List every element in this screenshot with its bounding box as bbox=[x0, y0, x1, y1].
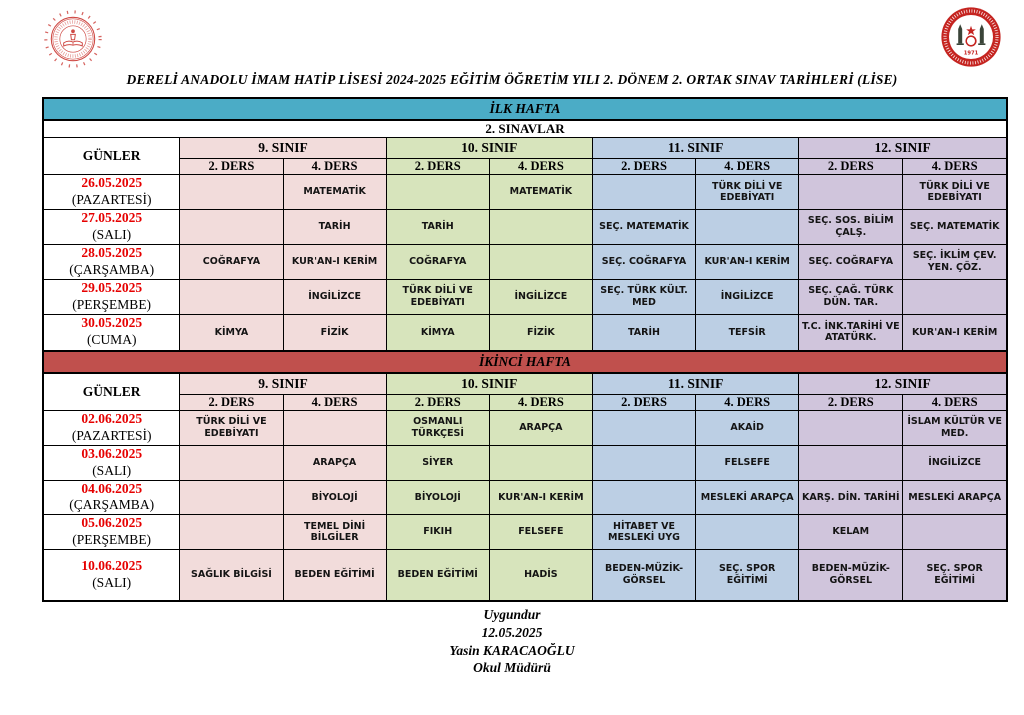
subject-cell: KARŞ. DİN. TARİHİ bbox=[799, 480, 903, 515]
exam-date: 28.05.2025 bbox=[81, 244, 143, 260]
grade10-header: 10. SINIF bbox=[386, 373, 592, 395]
schedule-row bbox=[43, 445, 1007, 480]
meb-logo-icon bbox=[34, 8, 112, 70]
subject-cell: İNGİLİZCE bbox=[696, 279, 799, 314]
exam-date: 02.06.2025 bbox=[81, 411, 143, 426]
subject-cell: T.C. İNK.TARİHİ VE ATATÜRK. bbox=[799, 314, 903, 351]
subject-cell: SEÇ. TÜRK KÜLT. MED bbox=[592, 279, 695, 314]
date-cell bbox=[43, 210, 180, 245]
exam-day: (SALI) bbox=[92, 226, 132, 242]
subject-cell: TÜRK DİLİ VE EDEBİYATI bbox=[696, 175, 799, 210]
subject-cell: SEÇ. ÇAĞ. TÜRK DÜN. TAR. bbox=[799, 279, 903, 314]
grade9-header: 9. SINIF bbox=[180, 373, 386, 395]
subject-cell: KELAM bbox=[799, 515, 903, 550]
subject-cell: FİZİK bbox=[283, 314, 386, 351]
week1-header-group bbox=[43, 98, 1007, 175]
week2-class-header-row bbox=[43, 373, 1007, 395]
subject-cell bbox=[180, 515, 283, 550]
subject-cell: BİYOLOJİ bbox=[283, 480, 386, 515]
subject-cell bbox=[283, 411, 386, 446]
date-cell bbox=[43, 445, 180, 480]
date-cell bbox=[43, 480, 180, 515]
grade12-header: 12. SINIF bbox=[799, 138, 1007, 159]
exam-day: (SALI) bbox=[92, 462, 132, 478]
subject-cell bbox=[592, 411, 695, 446]
exam-date: 05.06.2025 bbox=[81, 515, 143, 531]
subject-cell: SEÇ. İKLİM ÇEV. YEN. ÇÖZ. bbox=[903, 244, 1007, 279]
subject-cell: HİTABET VE MESLEKİ UYG bbox=[592, 515, 695, 550]
subject-cell: MESLEKİ ARAPÇA bbox=[696, 480, 799, 515]
subject-cell: KİMYA bbox=[180, 314, 283, 351]
exam-schedule-table bbox=[42, 97, 1008, 602]
subject-cell bbox=[903, 279, 1007, 314]
subject-cell bbox=[592, 175, 695, 210]
subject-cell: SEÇ. COĞRAFYA bbox=[799, 244, 903, 279]
subject-cell: FIKIH bbox=[386, 515, 489, 550]
date-cell bbox=[43, 244, 180, 279]
week2-period-header-row bbox=[43, 395, 1007, 411]
subject-cell: KUR'AN-I KERİM bbox=[696, 244, 799, 279]
subject-cell: FELSEFE bbox=[489, 515, 592, 550]
subject-cell: TARİH bbox=[386, 210, 489, 245]
period-header: 2. DERS bbox=[592, 395, 695, 411]
period-header: 2. DERS bbox=[180, 395, 283, 411]
subject-cell: BİYOLOJİ bbox=[386, 480, 489, 515]
days-header: GÜNLER bbox=[43, 373, 180, 411]
week1-subtitle-row bbox=[43, 120, 1007, 138]
subject-cell: BEDEN-MÜZİK-GÖRSEL bbox=[592, 550, 695, 601]
subject-cell: SEÇ. SPOR EĞİTİMİ bbox=[903, 550, 1007, 601]
schedule-row bbox=[43, 411, 1007, 446]
subject-cell: COĞRAFYA bbox=[386, 244, 489, 279]
week2-header-group bbox=[43, 351, 1007, 411]
exam-date: 10.06.2025 bbox=[81, 557, 143, 573]
exam-date: 03.06.2025 bbox=[81, 445, 143, 461]
subject-cell: HADİS bbox=[489, 550, 592, 601]
subject-cell bbox=[180, 445, 283, 480]
grade10-header: 10. SINIF bbox=[386, 138, 592, 159]
week1-rows bbox=[43, 175, 1007, 352]
grade11-header: 11. SINIF bbox=[592, 373, 798, 395]
subject-cell: KUR'AN-I KERİM bbox=[489, 480, 592, 515]
subject-cell: SİYER bbox=[386, 445, 489, 480]
week1-period-header-row bbox=[43, 159, 1007, 175]
week1-subtitle: 2. SINAVLAR bbox=[43, 120, 1007, 138]
week2-banner-row bbox=[43, 351, 1007, 373]
subject-cell: TARİH bbox=[283, 210, 386, 245]
week1-banner: İLK HAFTA bbox=[43, 98, 1007, 120]
schedule-row bbox=[43, 550, 1007, 601]
date-cell bbox=[43, 515, 180, 550]
exam-day: (ÇARŞAMBA) bbox=[69, 497, 155, 513]
schedule-row bbox=[43, 279, 1007, 314]
subject-cell: FELSEFE bbox=[696, 445, 799, 480]
exam-day: (PAZARTESİ) bbox=[71, 192, 152, 207]
subject-cell: SEÇ. SPOR EĞİTİMİ bbox=[696, 550, 799, 601]
period-header: 2. DERS bbox=[386, 395, 489, 411]
principal-name: Yasin KARACAOĞLU bbox=[449, 642, 575, 658]
subject-cell: TÜRK DİLİ VE EDEBİYATI bbox=[903, 175, 1007, 210]
subject-cell: İNGİLİZCE bbox=[283, 279, 386, 314]
subject-cell: BEDEN-MÜZİK-GÖRSEL bbox=[799, 550, 903, 601]
period-header: 2. DERS bbox=[592, 159, 695, 175]
date-cell bbox=[43, 314, 180, 351]
subject-cell: İSLAM KÜLTÜR VE MED. bbox=[903, 411, 1007, 446]
subject-cell bbox=[489, 244, 592, 279]
school-logo-icon bbox=[932, 5, 1010, 69]
exam-date: 04.06.2025 bbox=[81, 480, 143, 496]
exam-date: 26.05.2025 bbox=[81, 175, 143, 191]
subject-cell bbox=[696, 515, 799, 550]
period-header: 4. DERS bbox=[283, 159, 386, 175]
school-logo-year: 1971 bbox=[963, 50, 979, 57]
subject-cell: AKAİD bbox=[696, 411, 799, 446]
subject-cell bbox=[180, 175, 283, 210]
week2-banner: İKİNCİ HAFTA bbox=[43, 351, 1007, 373]
grade11-header: 11. SINIF bbox=[592, 138, 798, 159]
grade9-header: 9. SINIF bbox=[180, 138, 386, 159]
subject-cell: ARAPÇA bbox=[283, 445, 386, 480]
exam-date: 30.05.2025 bbox=[81, 315, 143, 331]
period-header: 4. DERS bbox=[903, 395, 1007, 411]
exam-day: (PAZARTESİ) bbox=[71, 427, 152, 443]
period-header: 4. DERS bbox=[489, 395, 592, 411]
subject-cell bbox=[696, 210, 799, 245]
subject-cell: MATEMATİK bbox=[283, 175, 386, 210]
subject-cell: TÜRK DİLİ VE EDEBİYATI bbox=[386, 279, 489, 314]
subject-cell bbox=[180, 210, 283, 245]
days-header: GÜNLER bbox=[43, 138, 180, 175]
period-header: 4. DERS bbox=[696, 159, 799, 175]
subject-cell bbox=[489, 445, 592, 480]
period-header: 4. DERS bbox=[489, 159, 592, 175]
school-logo bbox=[932, 5, 1010, 69]
week1-banner-row bbox=[43, 98, 1007, 120]
subject-cell: SEÇ. MATEMATİK bbox=[592, 210, 695, 245]
schedule-row bbox=[43, 210, 1007, 245]
subject-cell: COĞRAFYA bbox=[180, 244, 283, 279]
schedule-row bbox=[43, 480, 1007, 515]
period-header: 4. DERS bbox=[903, 159, 1007, 175]
period-header: 4. DERS bbox=[283, 395, 386, 411]
period-header: 2. DERS bbox=[180, 159, 283, 175]
subject-cell: TÜRK DİLİ VE EDEBİYATI bbox=[180, 411, 283, 446]
subject-cell: SEÇ. MATEMATİK bbox=[903, 210, 1007, 245]
subject-cell: MESLEKİ ARAPÇA bbox=[903, 480, 1007, 515]
subject-cell bbox=[592, 480, 695, 515]
subject-cell: OSMANLI TÜRKÇESİ bbox=[386, 411, 489, 446]
exam-schedule bbox=[42, 97, 1008, 602]
exam-day: (CUMA) bbox=[86, 332, 137, 348]
subject-cell: FİZİK bbox=[489, 314, 592, 351]
approval-date: 12.05.2025 bbox=[481, 624, 543, 640]
schedule-row bbox=[43, 515, 1007, 550]
date-cell bbox=[43, 550, 180, 601]
subject-cell: TARİH bbox=[592, 314, 695, 351]
period-header: 4. DERS bbox=[696, 395, 799, 411]
subject-cell: SAĞLIK BİLGİSİ bbox=[180, 550, 283, 601]
approval-line: Uygundur bbox=[483, 607, 541, 622]
approval-block bbox=[0, 606, 1024, 677]
subject-cell bbox=[799, 411, 903, 446]
subject-cell: SEÇ. COĞRAFYA bbox=[592, 244, 695, 279]
subject-cell: KİMYA bbox=[386, 314, 489, 351]
subject-cell: TEMEL DİNİ BİLGİLER bbox=[283, 515, 386, 550]
week2-rows bbox=[43, 411, 1007, 601]
subject-cell: İNGİLİZCE bbox=[903, 445, 1007, 480]
subject-cell: ARAPÇA bbox=[489, 411, 592, 446]
grade12-header: 12. SINIF bbox=[799, 373, 1007, 395]
date-cell bbox=[43, 279, 180, 314]
exam-day: (PERŞEMBE) bbox=[72, 532, 152, 548]
subject-cell: BEDEN EĞİTİMİ bbox=[386, 550, 489, 601]
subject-cell bbox=[592, 445, 695, 480]
subject-cell: KUR'AN-I KERİM bbox=[283, 244, 386, 279]
subject-cell bbox=[799, 445, 903, 480]
page-title: DERELİ ANADOLU İMAM HATİP LİSESİ 2024-2025 EĞİTİM ÖĞRETİM YILI 2. DÖNEM 2. ORTAK SINAV TARİHLERİ (LİSE) bbox=[126, 72, 898, 87]
schedule-row bbox=[43, 244, 1007, 279]
subject-cell bbox=[799, 175, 903, 210]
date-cell bbox=[43, 411, 180, 446]
subject-cell bbox=[903, 515, 1007, 550]
exam-day: (SALI) bbox=[92, 574, 132, 590]
period-header: 2. DERS bbox=[799, 395, 903, 411]
week1-class-header-row bbox=[43, 138, 1007, 159]
subject-cell: İNGİLİZCE bbox=[489, 279, 592, 314]
subject-cell: MATEMATİK bbox=[489, 175, 592, 210]
subject-cell bbox=[180, 480, 283, 515]
schedule-row bbox=[43, 175, 1007, 210]
subject-cell bbox=[386, 175, 489, 210]
exam-day: (PERŞEMBE) bbox=[72, 296, 152, 312]
principal-title: Okul Müdürü bbox=[473, 660, 551, 676]
subject-cell bbox=[489, 210, 592, 245]
exam-date: 27.05.2025 bbox=[81, 210, 143, 225]
schedule-row bbox=[43, 314, 1007, 351]
subject-cell: SEÇ. SOS. BİLİM ÇALŞ. bbox=[799, 210, 903, 245]
subject-cell bbox=[180, 279, 283, 314]
subject-cell: TEFSİR bbox=[696, 314, 799, 351]
date-cell bbox=[43, 175, 180, 210]
meb-logo bbox=[34, 8, 112, 70]
period-header: 2. DERS bbox=[386, 159, 489, 175]
period-header: 2. DERS bbox=[799, 159, 903, 175]
subject-cell: KUR'AN-I KERİM bbox=[903, 314, 1007, 351]
exam-day: (ÇARŞAMBA) bbox=[69, 261, 155, 277]
subject-cell: BEDEN EĞİTİMİ bbox=[283, 550, 386, 601]
exam-date: 29.05.2025 bbox=[81, 279, 143, 295]
